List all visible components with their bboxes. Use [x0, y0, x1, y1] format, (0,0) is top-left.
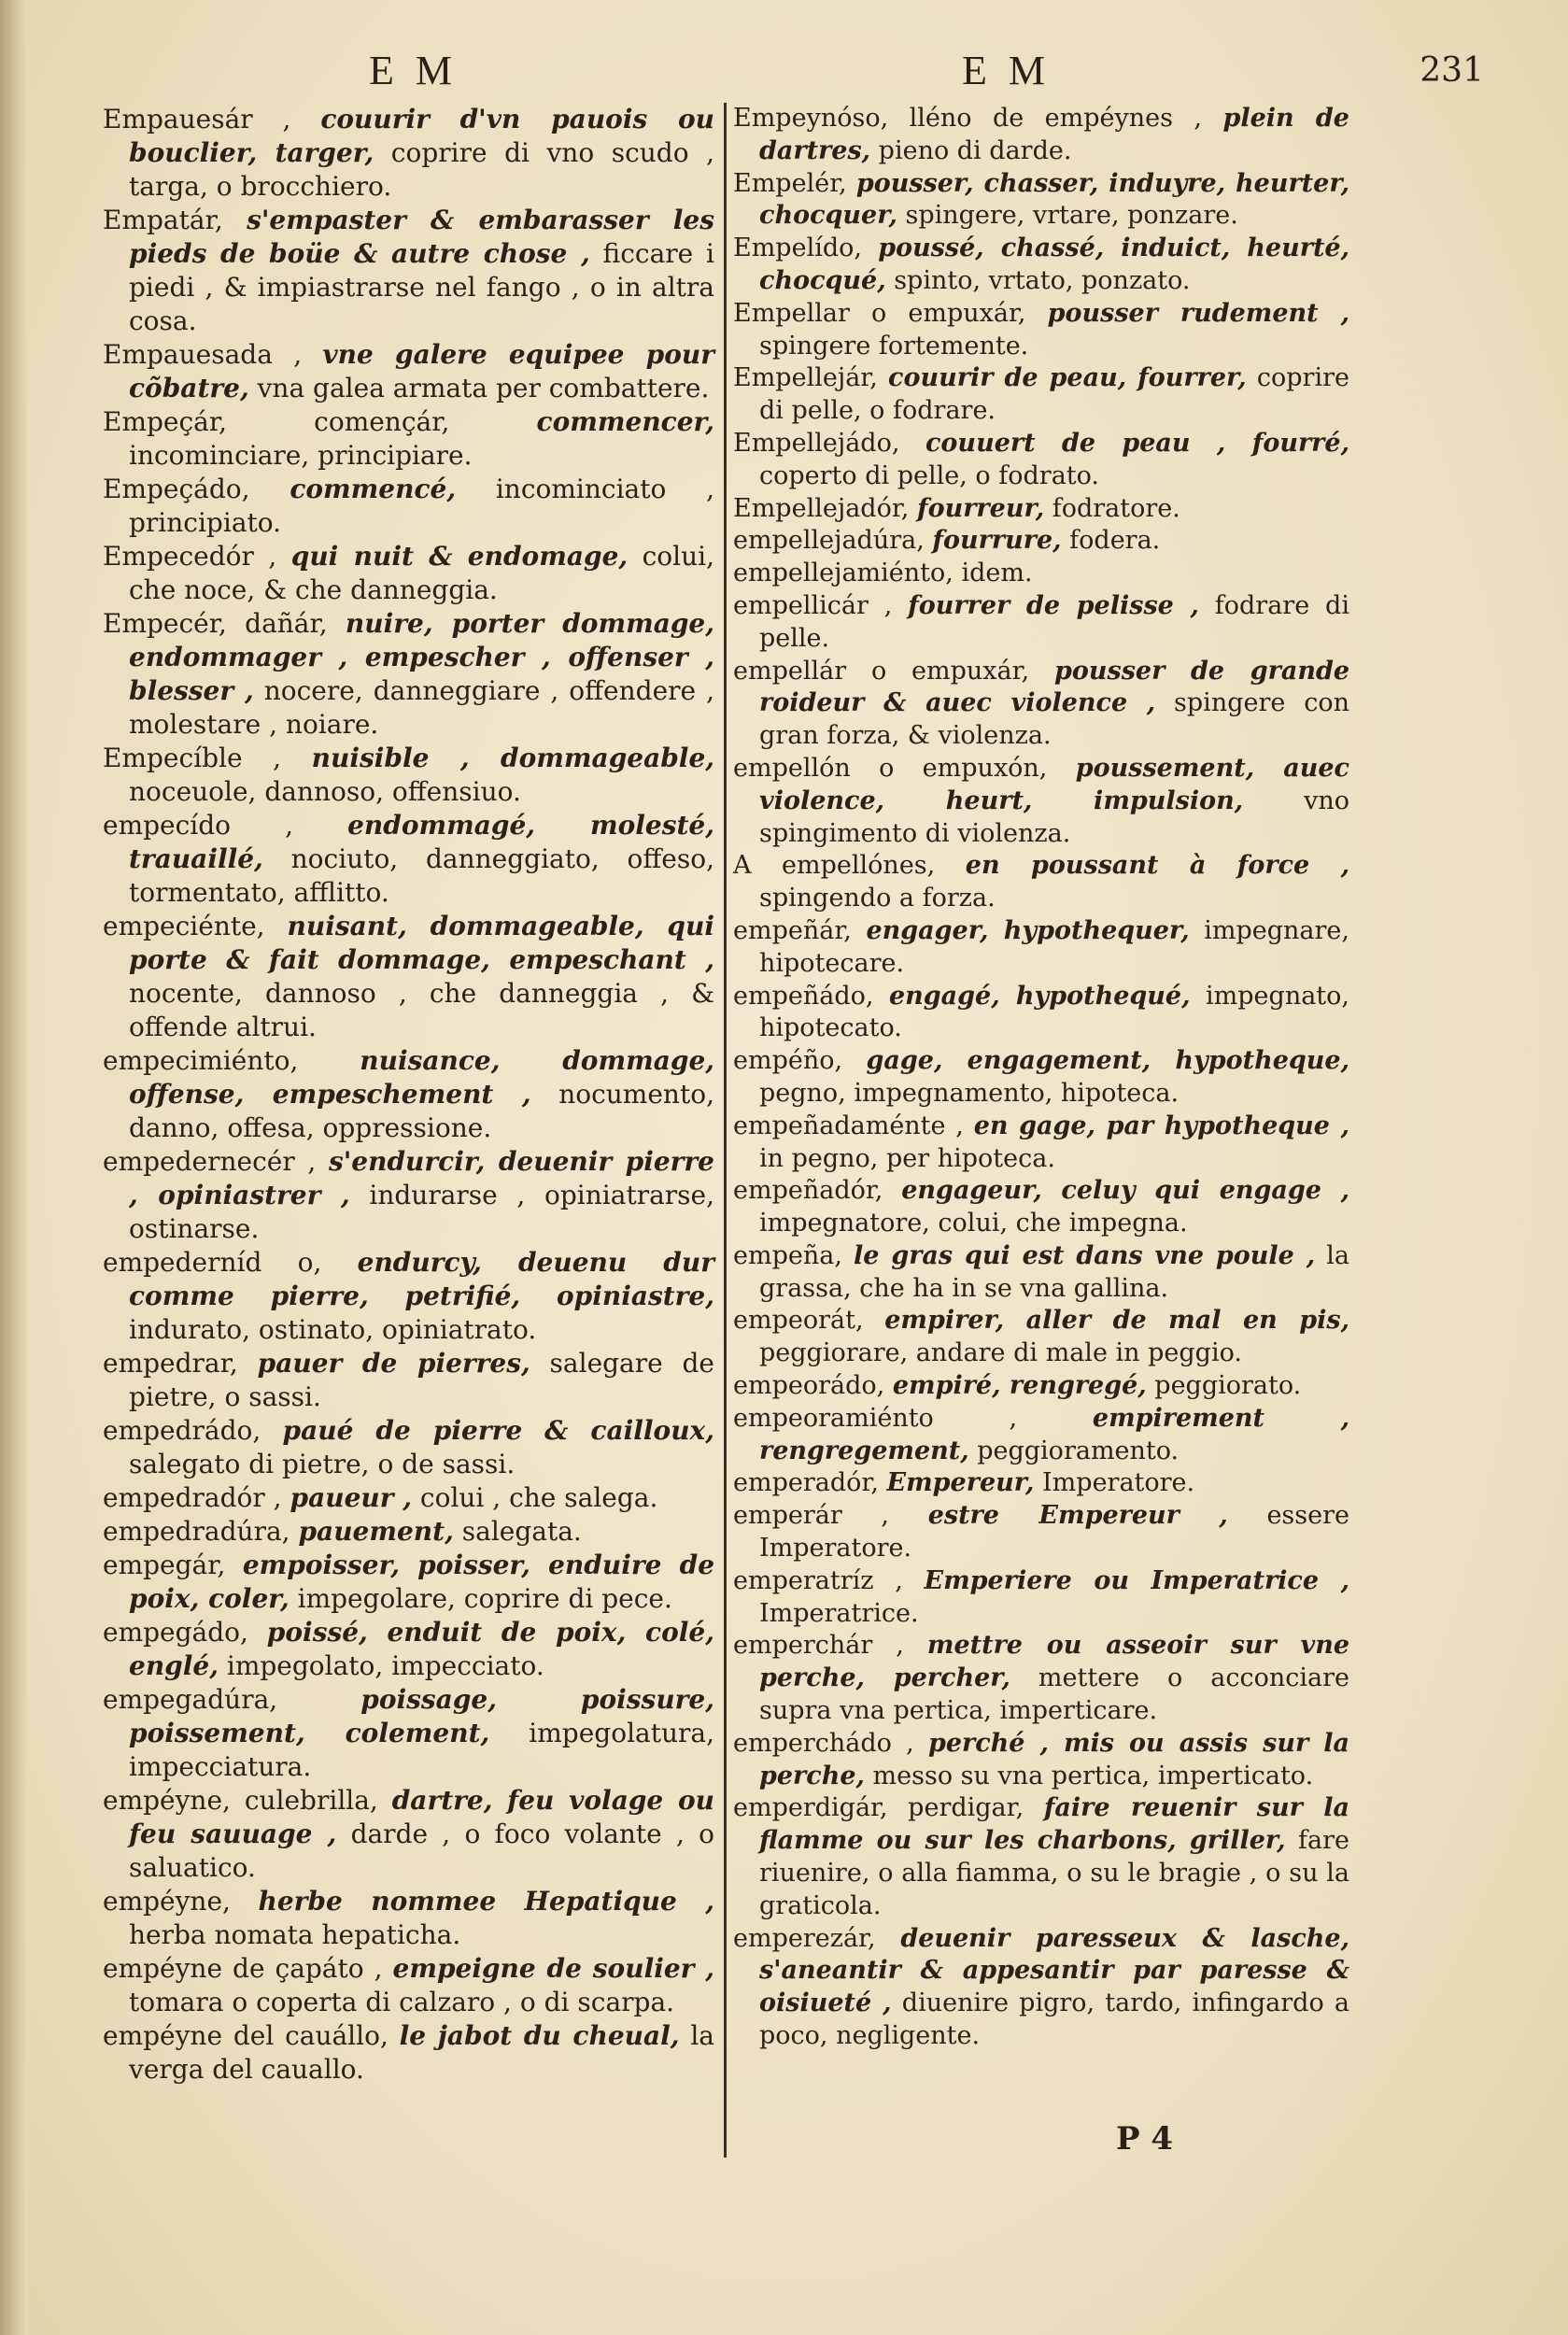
entry-french-gloss: pousser, chasser, induyre, heurter, chocquer,	[759, 168, 1349, 231]
entry-french-gloss: estre Empereur ,	[927, 1501, 1228, 1531]
entry-headword: empellár o empuxár,	[733, 656, 1030, 686]
entry-headword: empegádo,	[103, 1617, 248, 1648]
entry-french-gloss: perché , mis ou assis sur la perche,	[759, 1728, 1349, 1790]
entry-french-gloss: deuenir paresseux & lasche, s'aneantir & appesantir par paresse & oisiueté ,	[759, 1923, 1349, 2018]
entry-headword: Empauesár ,	[103, 104, 291, 134]
entry-italian-gloss: Imperatrice.	[759, 1598, 919, 1628]
entry-headword: empeorát,	[733, 1306, 864, 1336]
dictionary-entry	[733, 981, 1349, 1046]
dictionary-entry	[103, 1549, 714, 1616]
entry-headword: empedrar,	[103, 1348, 238, 1379]
dictionary-entry	[733, 493, 1349, 526]
entry-headword: emperezár,	[733, 1923, 876, 1953]
entry-french-gloss: plein de dartres,	[759, 104, 1349, 165]
entry-french-gloss: endurcy, deuenu dur comme pierre, petrifié, opiniastre,	[129, 1247, 714, 1311]
entry-italian-gloss: coprire di pelle, o fodrare.	[759, 363, 1349, 426]
entry-italian-gloss: impegolato, impecciato.	[226, 1650, 544, 1681]
entry-italian-gloss: pegno, impegnamento, hipoteca.	[759, 1078, 1180, 1108]
entry-italian-gloss: fodrare di pelle.	[759, 590, 1349, 653]
entry-headword: Empellejár,	[733, 363, 878, 393]
running-head-left: E M	[369, 48, 458, 93]
entry-italian-gloss: colui , che salega.	[419, 1482, 658, 1513]
entry-french-gloss: nuisant, dommageable, qui porte & fait dommage, empeschant ,	[129, 911, 714, 975]
entry-french-gloss: fourrure,	[932, 526, 1062, 556]
entry-italian-gloss: spingere con gran forza, & violenza.	[759, 688, 1349, 751]
entry-headword: empegadúra,	[103, 1684, 278, 1715]
entry-italian-gloss: peggiorato.	[1154, 1371, 1302, 1401]
entry-headword: Empatár,	[103, 205, 223, 235]
dictionary-entry	[103, 1145, 714, 1246]
dictionary-entry	[733, 1728, 1349, 1793]
entry-italian-gloss: vna galea armata per combattere.	[257, 373, 710, 403]
dictionary-entry	[103, 607, 714, 742]
dictionary-entry	[733, 1923, 1349, 2053]
dictionary-entry	[103, 204, 714, 338]
entry-headword: empéyne, culebrilla,	[103, 1785, 378, 1816]
entry-italian-gloss: spinto, vrtato, ponzato.	[894, 265, 1191, 295]
dictionary-entry	[733, 656, 1349, 753]
entry-headword: empellón o empuxón,	[733, 753, 1048, 783]
entry-headword: emperchár ,	[733, 1631, 904, 1661]
entry-italian-gloss: vno spingimento di violenza.	[759, 785, 1349, 848]
entry-french-gloss: empirer, aller de mal en pis,	[884, 1306, 1349, 1336]
entry-headword: Empellejádo,	[733, 428, 900, 458]
entry-french-gloss: endommagé, molesté, trauaillé,	[129, 810, 714, 874]
entry-italian-gloss: coprire di vno scudo , targa, o brocchiero.	[129, 137, 714, 202]
dictionary-entry	[103, 473, 714, 540]
dictionary-entry	[733, 558, 1349, 590]
entry-italian-gloss: spingendo a forza.	[759, 884, 996, 913]
entry-headword: empedradór ,	[103, 1482, 282, 1513]
dictionary-entry	[103, 1784, 714, 1885]
entry-italian-gloss: la verga del cauallo.	[129, 2020, 714, 2085]
entry-headword: empéyne,	[103, 1886, 231, 1917]
entry-headword: empellicár ,	[733, 590, 893, 620]
dictionary-entry	[733, 590, 1349, 656]
dictionary-entry	[103, 910, 714, 1044]
entry-french-gloss: vne galere equipee pour cõbatre,	[129, 339, 714, 403]
dictionary-entry	[733, 1175, 1349, 1240]
entry-italian-gloss: incominciato , principiato.	[129, 474, 715, 538]
dictionary-entry	[733, 1467, 1349, 1500]
entry-headword: empecimiénto,	[103, 1045, 299, 1076]
entry-french-gloss: gage, engagement, hypotheque,	[866, 1046, 1349, 1076]
entry-french-gloss: en gage, par hypotheque ,	[973, 1111, 1349, 1140]
entry-french-gloss: mettre ou asseoir sur vne perche, percher,	[759, 1631, 1350, 1693]
entry-french-gloss: couurir d'vn pauois ou bouclier, targer,	[129, 104, 714, 168]
entry-headword: Empellar o empuxár,	[733, 298, 1026, 328]
entry-french-gloss: commencer,	[536, 406, 715, 437]
entry-french-gloss: poussé, chassé, induict, heurté, chocqué,	[759, 234, 1349, 295]
entry-headword: empeorádo,	[733, 1371, 885, 1401]
entry-french-gloss: paueur ,	[290, 1482, 412, 1513]
dictionary-entry	[733, 1305, 1349, 1370]
dictionary-entry	[103, 1044, 714, 1145]
entry-headword: empeñadaménte ,	[733, 1111, 964, 1140]
entry-headword: Empauesada ,	[103, 339, 303, 370]
entry-italian-gloss: colui, che noce, & che danneggia.	[129, 541, 714, 605]
entry-headword: Empelér,	[733, 168, 847, 198]
dictionary-entry	[103, 103, 714, 204]
dictionary-entry	[733, 525, 1349, 558]
dictionary-entry	[733, 1565, 1349, 1631]
entry-french-gloss: empoisser, poisser, enduire de poix, coler,	[129, 1550, 715, 1614]
entry-headword: Empeynóso, lléno de empéynes ,	[733, 104, 1203, 133]
page-number: 231	[1420, 51, 1484, 90]
dictionary-entry	[103, 1885, 714, 1952]
entry-french-gloss: le gras qui est dans vne poule ,	[854, 1240, 1316, 1270]
printer-signature: P 4	[1116, 2120, 1174, 2158]
dictionary-entry	[103, 1246, 714, 1347]
entry-french-gloss: nuire, porter dommage, endommager , empescher , offenser , blesser ,	[129, 608, 714, 706]
dictionary-entry	[733, 753, 1349, 850]
entry-italian-gloss: nocere, danneggiare , offendere , molestare , noiare.	[129, 675, 714, 740]
entry-headword: Empeçár, començár,	[103, 406, 450, 437]
entry-french-gloss: nuisible , dommageable,	[311, 743, 715, 773]
dictionary-entry	[733, 1500, 1349, 1565]
entry-italian-gloss: impegolatura, impecciatura.	[129, 1718, 714, 1782]
entry-headword: empeña,	[733, 1240, 842, 1270]
dictionary-entry	[103, 338, 714, 405]
dictionary-entry	[733, 233, 1349, 298]
dictionary-entry	[733, 103, 1349, 168]
entry-italian-gloss: herba nomata hepaticha.	[129, 1919, 461, 1950]
dictionary-entry	[733, 428, 1349, 493]
entry-french-gloss: Empereur,	[886, 1468, 1035, 1498]
dictionary-entry	[733, 1045, 1349, 1111]
dictionary-entry	[733, 915, 1349, 981]
entry-headword: empeoramiénto ,	[733, 1403, 1018, 1433]
entry-headword: Empeçádo,	[103, 474, 250, 504]
dictionary-entry	[733, 1403, 1349, 1468]
dictionary-entry	[103, 405, 714, 473]
entry-french-gloss: couuert de peau , fourré,	[925, 428, 1349, 458]
entry-headword: empeciénte,	[103, 911, 265, 941]
entry-headword: Empellejadór,	[733, 493, 910, 523]
entry-italian-gloss: noceuole, dannoso, offensiuo.	[129, 776, 521, 807]
entry-italian-gloss: ficcare i piedi , & impiastrarse nel fango , o in altra cosa.	[129, 238, 714, 336]
entry-headword: empedrádo,	[103, 1415, 261, 1446]
entry-italian-gloss: peggiorare, andare di male in peggio.	[759, 1338, 1242, 1368]
entry-headword: empeñadór,	[733, 1176, 883, 1206]
entry-headword: emperár ,	[733, 1501, 890, 1531]
entry-italian-gloss: impegolare, coprire di pece.	[297, 1583, 672, 1614]
entry-french-gloss: nuisance, dommage, offense, empeschement ,	[129, 1045, 715, 1110]
entry-french-gloss: s'empaster & embarasser les pieds de boüe & autre chose ,	[129, 205, 714, 269]
dictionary-entry	[733, 1111, 1349, 1176]
entry-french-gloss: engagé, hypothequé,	[888, 981, 1191, 1011]
entry-french-gloss: empirement , rengregement,	[759, 1403, 1349, 1465]
entry-french-gloss: poissage, poissure, poissement, colement,	[129, 1684, 714, 1748]
entry-headword: emperadór,	[733, 1468, 879, 1498]
entry-italian-gloss: idem.	[961, 559, 1033, 588]
running-head-right: E M	[962, 48, 1051, 93]
entry-italian-gloss: messo su vna pertica, imperticato.	[872, 1761, 1314, 1790]
entry-italian-gloss: nociuto, danneggiato, offeso, tormentato, afflitto.	[129, 843, 715, 908]
entry-french-gloss: fourreur,	[916, 493, 1045, 523]
entry-italian-gloss: fodera.	[1069, 526, 1161, 556]
dictionary-entry	[733, 1370, 1349, 1403]
entry-french-gloss: pousser rudement ,	[1047, 298, 1349, 328]
entry-headword: empellejadúra,	[733, 526, 925, 556]
entry-headword: empederníd o,	[103, 1247, 322, 1278]
entry-italian-gloss: pieno di darde.	[878, 135, 1072, 165]
entry-headword: empellejamiénto,	[733, 559, 954, 588]
entry-headword: empecído ,	[103, 810, 294, 841]
dictionary-entry	[733, 168, 1349, 234]
entry-french-gloss: Emperiere ou Imperatrice ,	[924, 1565, 1349, 1595]
dictionary-entry	[103, 1515, 714, 1549]
entry-italian-gloss: nocumento, danno, offesa, oppressione.	[129, 1079, 714, 1143]
entry-italian-gloss: essere Imperatore.	[759, 1501, 1350, 1564]
entry-headword: empegár,	[103, 1550, 226, 1580]
dictionary-entry	[733, 850, 1349, 915]
dictionary-entry	[103, 1952, 714, 2019]
entry-french-gloss: le jabot du cheual,	[399, 2020, 680, 2051]
entry-italian-gloss: darde , o foco volante , o saluatico.	[129, 1818, 714, 1883]
dictionary-entry	[103, 540, 714, 607]
dictionary-entry	[103, 1414, 714, 1481]
entry-italian-gloss: spingere fortemente.	[759, 331, 1029, 361]
dictionary-entry	[733, 1792, 1349, 1922]
entry-french-gloss: dartre, feu volage ou feu sauuage ,	[129, 1785, 714, 1849]
entry-italian-gloss: fodratore.	[1052, 493, 1180, 523]
entry-headword: Empelído,	[733, 234, 862, 263]
entry-italian-gloss: indurarse , opiniatrarse, ostinarse.	[129, 1180, 715, 1244]
entry-headword: emperdigár, perdigar,	[733, 1793, 1024, 1823]
entry-french-gloss: qui nuit & endomage,	[290, 541, 629, 572]
entry-french-gloss: poissé, enduit de poix, colé, englé,	[129, 1617, 714, 1681]
dictionary-entry	[103, 742, 714, 809]
entry-headword: empéño,	[733, 1046, 843, 1076]
entry-italian-gloss: salegare de pietre, o sassi.	[129, 1348, 714, 1412]
entry-french-gloss: herbe nommee Hepatique ,	[258, 1886, 714, 1917]
entry-french-gloss: faire reuenir sur la flamme ou sur les charbons, griller,	[759, 1793, 1349, 1856]
entry-french-gloss: poussement, auec violence, heurt, impulsion,	[759, 753, 1349, 815]
left-column	[103, 103, 714, 2087]
entry-italian-gloss: peggioramento.	[977, 1436, 1180, 1465]
entry-french-gloss: pauer de pierres,	[257, 1348, 530, 1379]
entry-headword: emperchádo ,	[733, 1728, 914, 1758]
entry-headword: emperatríz ,	[733, 1565, 903, 1595]
entry-french-gloss: engageur, celuy qui engage ,	[901, 1176, 1349, 1206]
entry-headword: empéyne de çapáto ,	[103, 1953, 383, 1984]
entry-headword: empedernecér ,	[103, 1146, 317, 1177]
entry-headword: Empecíble ,	[103, 743, 282, 773]
right-column	[733, 103, 1349, 2053]
entry-italian-gloss: fare riuenire, o alla fiamma, o su le bragie , o su la graticola.	[759, 1826, 1349, 1920]
page-edge-shadow	[0, 0, 28, 2335]
entry-french-gloss: s'endurcir, deuenir pierre , opiniastrer ,	[129, 1146, 714, 1210]
entry-french-gloss: pauement,	[298, 1516, 454, 1547]
entry-italian-gloss: mettere o acconciare supra vna pertica, imperticare.	[759, 1663, 1349, 1726]
column-divider	[724, 103, 727, 2158]
entry-italian-gloss: la grassa, che ha in se vna gallina.	[759, 1240, 1349, 1303]
dictionary-entry	[733, 362, 1349, 428]
entry-italian-gloss: impegnatore, colui, che impegna.	[759, 1209, 1188, 1238]
dictionary-entry	[103, 809, 714, 910]
entry-headword: empedradúra,	[103, 1516, 290, 1547]
entry-italian-gloss: spingere, vrtare, ponzare.	[905, 201, 1238, 231]
entry-french-gloss: paué de pierre & cailloux,	[282, 1415, 715, 1446]
entry-french-gloss: empiré, rengregé,	[892, 1371, 1147, 1401]
dictionary-entry	[103, 2019, 714, 2087]
entry-italian-gloss: salegato di pietre, o de sassi.	[129, 1449, 516, 1479]
entry-italian-gloss: coperto di pelle, o fodrato.	[759, 460, 1099, 490]
entry-headword: empeñár,	[733, 915, 852, 945]
dictionary-entry	[733, 298, 1349, 363]
entry-headword: Empecedór ,	[103, 541, 277, 572]
entry-italian-gloss: incominciare, principiare.	[129, 440, 473, 471]
entry-italian-gloss: impegnare, hipotecare.	[759, 915, 1349, 978]
dictionary-entry	[103, 1481, 714, 1515]
dictionary-entry	[103, 1347, 714, 1414]
entry-headword: empéyne del cauállo,	[103, 2020, 388, 2051]
entry-italian-gloss: Imperatore.	[1042, 1468, 1195, 1498]
entry-french-gloss: couurir de peau, fourrer,	[888, 363, 1247, 393]
entry-french-gloss: empeigne de soulier ,	[392, 1953, 715, 1984]
entry-french-gloss: pousser de grande roideur & auec violence ,	[759, 656, 1350, 718]
entry-french-gloss: commencé,	[290, 474, 457, 504]
entry-italian-gloss: indurato, ostinato, opiniatrato.	[129, 1314, 537, 1345]
entry-italian-gloss: nocente, dannoso , che danneggia , & offende altrui.	[129, 978, 714, 1042]
entry-italian-gloss: in pegno, per hipoteca.	[759, 1143, 1055, 1173]
dictionary-entry	[103, 1616, 714, 1683]
entry-italian-gloss: tomara o coperta di calzaro , o di scarpa.	[129, 1987, 675, 2017]
entry-headword: Empecér, dañár,	[103, 608, 328, 639]
entry-headword: A empellónes,	[733, 851, 936, 881]
dictionary-entry	[103, 1683, 714, 1784]
entry-french-gloss: fourrer de pelisse ,	[908, 590, 1199, 620]
entry-italian-gloss: impegnato, hipotecato.	[759, 981, 1349, 1043]
dictionary-entry	[733, 1630, 1349, 1727]
entry-italian-gloss: salegata.	[461, 1516, 582, 1547]
entry-french-gloss: en poussant à force ,	[965, 851, 1349, 881]
entry-italian-gloss: diuenire pigro, tardo, infingardo a poco, negligente.	[759, 1988, 1349, 2051]
dictionary-entry	[733, 1240, 1349, 1306]
entry-headword: empeñádo,	[733, 981, 874, 1011]
entry-french-gloss: engager, hypothequer,	[866, 915, 1190, 945]
